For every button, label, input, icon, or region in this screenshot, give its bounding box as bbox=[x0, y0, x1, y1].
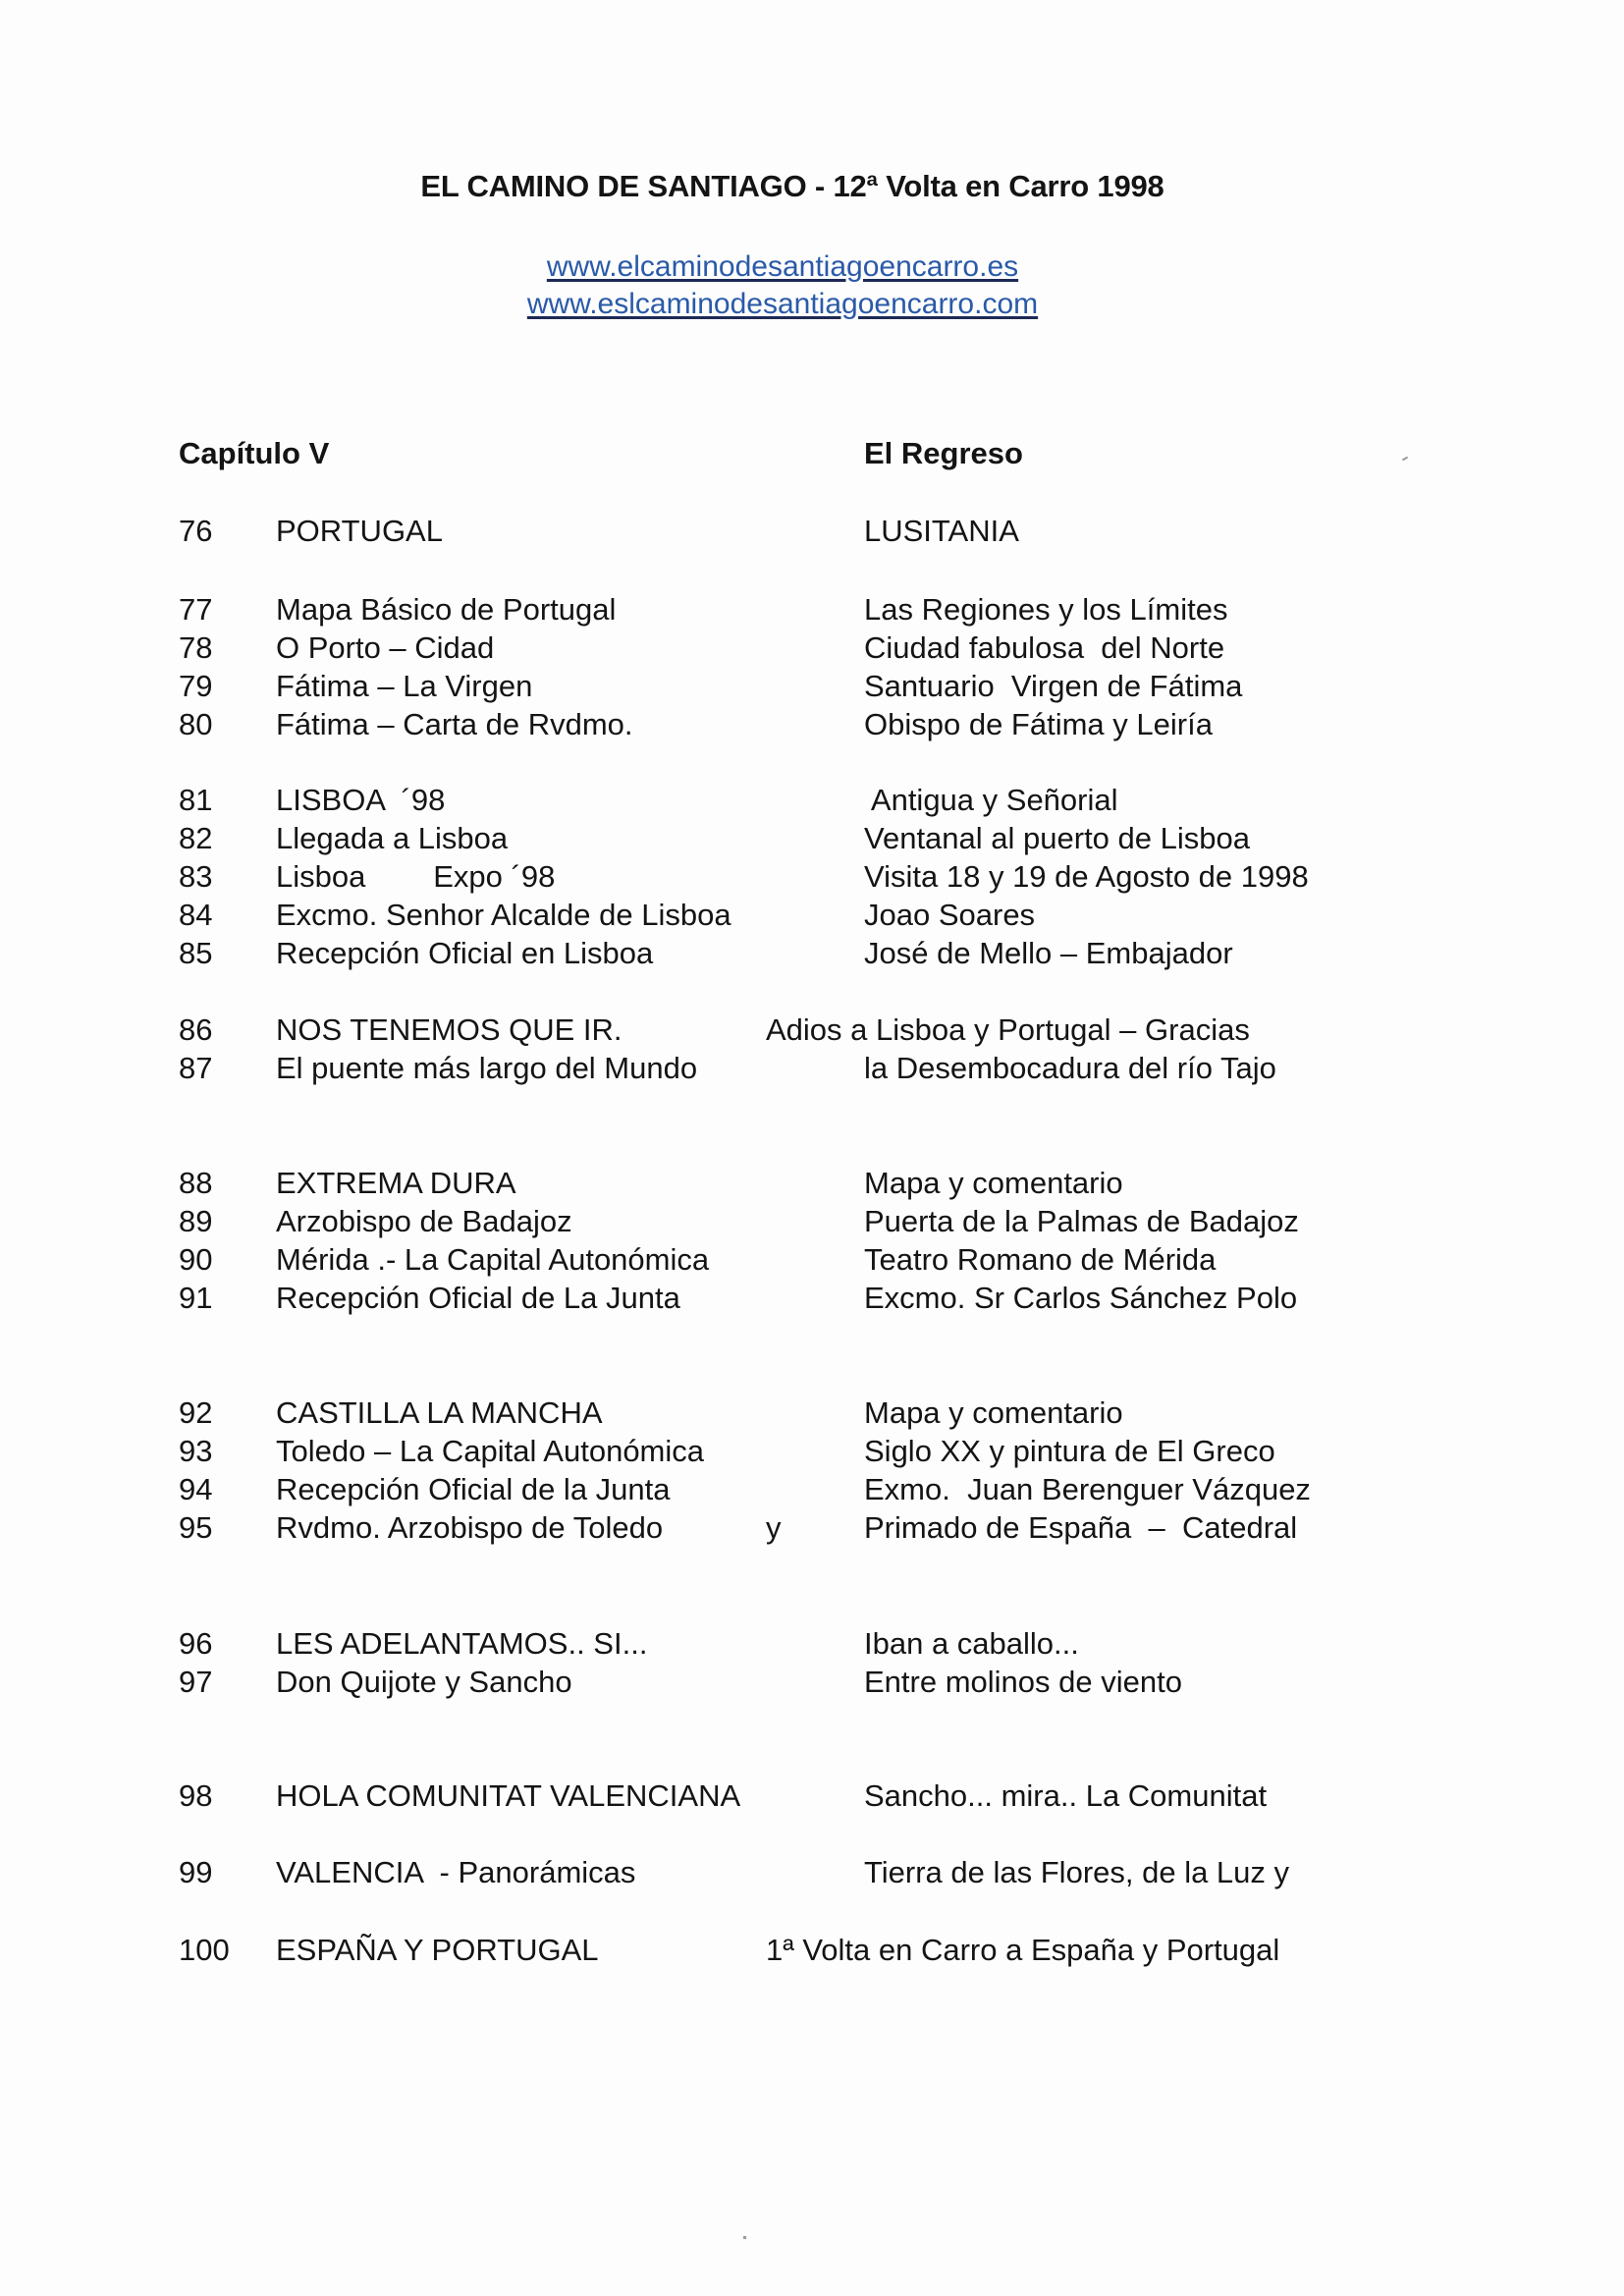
row-number: 82 bbox=[179, 821, 213, 855]
row-number: 93 bbox=[179, 1434, 213, 1468]
row-description: Ciudad fabulosa del Norte bbox=[864, 630, 1225, 665]
table-row bbox=[0, 1470, 1624, 1508]
scan-speck bbox=[1402, 457, 1408, 462]
chapter-subtitle: El Regreso bbox=[864, 436, 1023, 470]
row-description: José de Mello – Embajador bbox=[864, 936, 1233, 970]
table-row bbox=[0, 1240, 1624, 1279]
row-title: LISBOA ´98 bbox=[276, 783, 446, 817]
row-number: 95 bbox=[179, 1510, 213, 1545]
table-row bbox=[0, 1663, 1624, 1701]
table-row bbox=[0, 1279, 1624, 1317]
table-row bbox=[0, 629, 1624, 667]
table-row bbox=[0, 819, 1624, 857]
row-description: Joao Soares bbox=[864, 898, 1036, 932]
table-row bbox=[0, 1508, 1624, 1547]
row-title: Lisboa Expo ´98 bbox=[276, 859, 556, 894]
table-row bbox=[0, 1164, 1624, 1202]
row-title: EXTREMA DURA bbox=[276, 1166, 516, 1200]
row-title: NOS TENEMOS QUE IR. bbox=[276, 1012, 623, 1047]
row-description: Visita 18 y 19 de Agosto de 1998 bbox=[864, 859, 1309, 894]
chapter-heading: Capítulo V bbox=[179, 436, 330, 470]
row-title: CASTILLA LA MANCHA bbox=[276, 1395, 603, 1430]
row-description: Puerta de la Palmas de Badajoz bbox=[864, 1204, 1299, 1238]
row-title: PORTUGAL bbox=[276, 514, 443, 548]
row-title: O Porto – Cidad bbox=[276, 630, 495, 665]
website-link-com[interactable]: www.eslcaminodesantiagoencarro.com bbox=[526, 288, 1039, 320]
document-title-text: EL CAMINO DE SANTIAGO - 12ª Volta en Carro 1998 bbox=[420, 169, 1164, 203]
row-description: Santuario Virgen de Fátima bbox=[864, 669, 1243, 703]
table-row bbox=[0, 1853, 1624, 1891]
row-number: 86 bbox=[179, 1012, 213, 1047]
row-number: 79 bbox=[179, 669, 213, 703]
row-title: Arzobispo de Badajoz bbox=[276, 1204, 572, 1238]
row-description: Adios a Lisboa y Portugal – Gracias bbox=[766, 1012, 1250, 1047]
row-number: 89 bbox=[179, 1204, 213, 1238]
row-title: Mérida .- La Capital Autonómica bbox=[276, 1242, 710, 1277]
row-number: 91 bbox=[179, 1281, 213, 1315]
row-number: 99 bbox=[179, 1855, 213, 1889]
row-number: 87 bbox=[179, 1051, 213, 1085]
row-connector: y bbox=[766, 1510, 782, 1545]
row-number: 83 bbox=[179, 859, 213, 894]
row-description: Primado de España – Catedral bbox=[864, 1510, 1298, 1545]
table-row bbox=[0, 667, 1624, 705]
document-title bbox=[0, 169, 1624, 204]
table-row bbox=[0, 1624, 1624, 1663]
row-description: Sancho... mira.. La Comunitat bbox=[864, 1778, 1268, 1813]
row-title: Don Quijote y Sancho bbox=[276, 1665, 572, 1699]
row-title: Fátima – Carta de Rvdmo. bbox=[276, 707, 633, 741]
row-description: la Desembocadura del río Tajo bbox=[864, 1051, 1276, 1085]
table-row bbox=[0, 1777, 1624, 1815]
table-row bbox=[0, 896, 1624, 934]
row-number: 81 bbox=[179, 783, 213, 817]
row-number: 96 bbox=[179, 1626, 213, 1661]
row-description: Exmo. Juan Berenguer Vázquez bbox=[864, 1472, 1311, 1506]
table-row bbox=[0, 1432, 1624, 1470]
row-title: Rvdmo. Arzobispo de Toledo bbox=[276, 1510, 664, 1545]
scan-speck bbox=[743, 2236, 746, 2239]
row-title: Fátima – La Virgen bbox=[276, 669, 533, 703]
table-row bbox=[0, 705, 1624, 743]
row-number: 97 bbox=[179, 1665, 213, 1699]
row-number: 88 bbox=[179, 1166, 213, 1200]
row-number: 78 bbox=[179, 630, 213, 665]
row-title: Mapa Básico de Portugal bbox=[276, 592, 617, 627]
row-title: Toledo – La Capital Autonómica bbox=[276, 1434, 705, 1468]
table-row bbox=[0, 1049, 1624, 1087]
row-description: Excmo. Sr Carlos Sánchez Polo bbox=[864, 1281, 1298, 1315]
table-row bbox=[0, 512, 1624, 550]
row-description: Siglo XX y pintura de El Greco bbox=[864, 1434, 1275, 1468]
row-number: 94 bbox=[179, 1472, 213, 1506]
row-number: 92 bbox=[179, 1395, 213, 1430]
row-description: Las Regiones y los Límites bbox=[864, 592, 1228, 627]
row-number: 80 bbox=[179, 707, 213, 741]
row-description: Antigua y Señorial bbox=[864, 783, 1118, 817]
table-row bbox=[0, 1394, 1624, 1432]
table-row bbox=[0, 781, 1624, 819]
row-number: 100 bbox=[179, 1933, 230, 1967]
row-description: LUSITANIA bbox=[864, 514, 1019, 548]
row-description: Mapa y comentario bbox=[864, 1166, 1123, 1200]
table-row bbox=[0, 1202, 1624, 1240]
row-title: Llegada a Lisboa bbox=[276, 821, 509, 855]
row-description: 1ª Volta en Carro a España y Portugal bbox=[766, 1933, 1280, 1967]
table-row bbox=[0, 1011, 1624, 1049]
website-link-es[interactable]: www.elcaminodesantiagoencarro.es bbox=[546, 250, 1019, 283]
row-number: 98 bbox=[179, 1778, 213, 1813]
row-description: Ventanal al puerto de Lisboa bbox=[864, 821, 1250, 855]
row-description: Iban a caballo... bbox=[864, 1626, 1079, 1661]
row-title: VALENCIA - Panorámicas bbox=[276, 1855, 636, 1889]
table-row bbox=[0, 857, 1624, 896]
row-title: El puente más largo del Mundo bbox=[276, 1051, 698, 1085]
row-title: ESPAÑA Y PORTUGAL bbox=[276, 1933, 599, 1967]
row-number: 85 bbox=[179, 936, 213, 970]
table-row bbox=[0, 1931, 1624, 1969]
row-title: LES ADELANTAMOS.. SI... bbox=[276, 1626, 648, 1661]
row-title: Excmo. Senhor Alcalde de Lisboa bbox=[276, 898, 731, 932]
row-number: 76 bbox=[179, 514, 213, 548]
row-description: Mapa y comentario bbox=[864, 1395, 1123, 1430]
row-title: Recepción Oficial en Lisboa bbox=[276, 936, 654, 970]
row-description: Entre molinos de viento bbox=[864, 1665, 1182, 1699]
row-title: Recepción Oficial de La Junta bbox=[276, 1281, 680, 1315]
table-row bbox=[0, 590, 1624, 629]
row-number: 90 bbox=[179, 1242, 213, 1277]
row-number: 84 bbox=[179, 898, 213, 932]
row-description: Tierra de las Flores, de la Luz y bbox=[864, 1855, 1290, 1889]
row-description: Obispo de Fátima y Leiría bbox=[864, 707, 1213, 741]
row-description: Teatro Romano de Mérida bbox=[864, 1242, 1217, 1277]
table-row bbox=[0, 934, 1624, 972]
row-number: 77 bbox=[179, 592, 213, 627]
row-title: HOLA COMUNITAT VALENCIANA bbox=[276, 1778, 741, 1813]
row-title: Recepción Oficial de la Junta bbox=[276, 1472, 671, 1506]
